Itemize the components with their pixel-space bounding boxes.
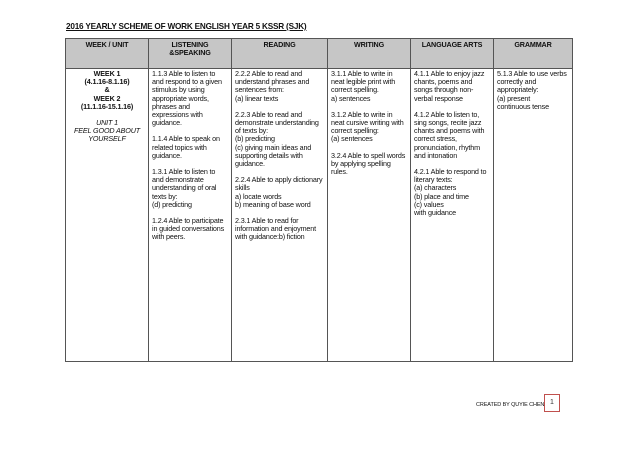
learning-standard: 3.1.2 Able to write in neat cursive writing with correct spelling: (a) sentences	[331, 109, 404, 144]
learning-standard: 4.1.1 Able to enjoy jazz chants, poems and songs through non-verbal response	[414, 69, 485, 103]
header-row	[66, 39, 573, 69]
header-grammar: GRAMMAR	[494, 39, 573, 69]
unit-line: YOURSELF	[88, 134, 126, 144]
learning-standard: 2.2.3 Able to read and demonstrate understanding of texts by: (b) predicting (c) giving main ideas and supporting details with guidance.	[235, 109, 319, 169]
header-week-unit: WEEK / UNIT	[66, 39, 149, 69]
unit-line: FEEL GOOD ABOUT	[73, 126, 141, 136]
reading-cell	[232, 69, 328, 362]
unit-line: UNIT 1	[96, 118, 118, 128]
week-line: WEEK 1	[93, 69, 121, 78]
learning-standard: 3.2.4 Able to spell words by applying spelling rules.	[331, 150, 406, 177]
learning-standard: 4.1.2 Able to listen to, sing songs, recite jazz chants and poems with correct stress, pronunciation, rhythm and intonation	[414, 109, 485, 160]
header-writing: WRITING	[328, 39, 411, 69]
document-title: 2016 YEARLY SCHEME OF WORK ENGLISH YEAR 5 KSSR (SJK)	[66, 22, 307, 31]
listening-speaking-cell	[149, 69, 232, 362]
learning-standard: 1.1.3 Able to listen to and respond to a given stimulus by using appropriate words, phrases and expressions with guidance.	[152, 69, 222, 128]
learning-standard: 5.1.3 Able to use verbs correctly and appropriately: (a) present continuous tense	[497, 69, 567, 111]
learning-standard: 1.1.4 Able to speak on related topics with guidance.	[152, 134, 220, 160]
week-line: (4.1.16-8.1.16)	[84, 77, 130, 87]
header-listening-speaking: LISTENING &SPEAKING	[149, 39, 232, 69]
created-by-footer: CREATED BY QUYIE CHEN	[476, 402, 545, 408]
week-line: (11.1.16-15.1.16)	[80, 101, 134, 111]
learning-standard: 2.2.2 Able to read and understand phrases and sentences from: (a) linear texts	[235, 69, 310, 103]
learning-standard: 1.3.1 Able to listen to and demonstrate understanding of oral texts by: (d) predicting	[152, 167, 217, 209]
scheme-table	[65, 38, 573, 362]
learning-standard: 1.2.4 Able to participate in guided conversations with peers.	[152, 216, 225, 242]
learning-standard: 2.2.4 Able to apply dictionary skills a) locate words b) meaning of base word	[235, 175, 323, 209]
learning-standard: 2.3.1 Able to read for information and enjoyment with guidance:b) fiction	[235, 216, 316, 242]
page-number: 1	[544, 394, 560, 412]
grammar-cell	[494, 69, 573, 362]
writing-cell	[328, 69, 411, 362]
language-arts-cell	[411, 69, 494, 362]
learning-standard: 4.2.1 Able to respond to literary texts: (a) characters (b) place and time (c) values with guidance	[414, 167, 487, 218]
header-reading: READING	[232, 39, 328, 69]
week-line: &	[104, 85, 110, 95]
header-language-arts: LANGUAGE ARTS	[411, 39, 494, 69]
week-line: WEEK 2	[93, 93, 121, 103]
table-row	[66, 69, 573, 362]
week-unit-cell	[66, 69, 149, 362]
learning-standard: 3.1.1 Able to write in neat legible print with correct spelling. a) sentences	[331, 69, 396, 103]
